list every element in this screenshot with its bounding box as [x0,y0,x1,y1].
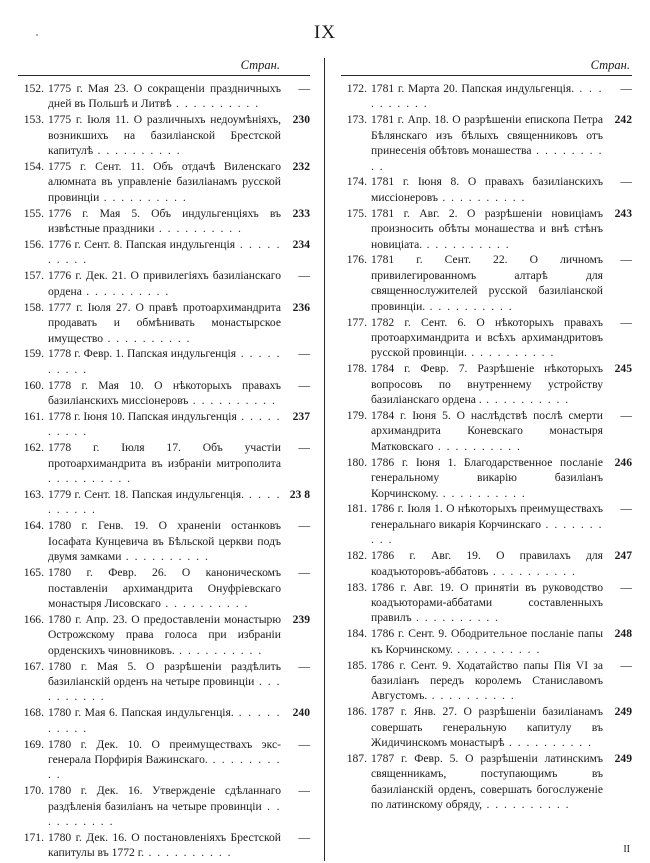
entry-number: 167. [23,659,44,673]
index-entry [18,659,310,705]
index-entry [18,737,310,783]
entry-title: 1786 г. Авг. 19. О принятіи въ руководство коадъюторами-аббатами составленныхъ правилъ . . . . . . . . . . [371,580,603,625]
index-entry [341,81,632,112]
entry-number: 174. [346,175,367,189]
entry-number: 157. [23,269,44,283]
entry-page-number: — [620,658,632,672]
entry-title: 1786 г. Сент. 9. Ходатайство папы Пія VI за базиліанъ передъ королемъ Станиславомъ Августомъ. . . . . . . . . . . [371,658,603,703]
index-entry [18,206,310,237]
entry-number: 176. [346,253,367,267]
entry-number: 172. [346,82,367,95]
entry-number: 152. [23,82,44,95]
entry-page-number: — [620,502,632,516]
index-entry [18,81,310,112]
entry-title: 1786 г. Іюля 1. О нѣкоторыхъ преимуществахъ генеральнаго викарія Корчинскаго . . . . . . . . . . [371,502,603,547]
index-entry [18,565,310,611]
index-entry [18,487,310,518]
page-speck [36,34,38,36]
entry-title: 1781 г. Іюня 8. О правахъ базиліанскихъ миссіонеровъ . . . . . . . . . . [371,175,603,204]
index-column-left [18,58,325,861]
entry-page-number: — [298,784,310,798]
entry-number: 164. [23,519,44,533]
entry-number: 155. [23,206,44,220]
folio-number: IX [313,22,337,43]
entry-page-number: — [620,253,632,267]
signature-mark: II [623,844,630,855]
index-entry [341,206,632,252]
entry-title: 1786 г. Іюня 1. Благодарственное посланіе генеральному викарію базиліанъ Корчинскому. . . . . . . . . . . [371,455,603,500]
entry-title: 1781 г. Авг. 2. О разрѣшеніи новиціамъ произносить обѣты монашества и внѣ стѣнъ новиціата. . . . . . . . . . . [371,206,603,251]
index-entry [18,612,310,658]
entry-title: 1784 г. Февр. 7. Разрѣшеніе нѣкоторыхъ вопросовъ по внутреннему устройству базиліанскаго ордена . . . . . . . . . . . [371,362,603,407]
entry-page-number: 243 [614,206,632,220]
index-entry [341,626,632,657]
entry-page-number: — [620,315,632,329]
index-entry [341,548,632,579]
entry-page-number: — [298,737,310,751]
entry-title: 1780 г. Дек. 10. О преимуществахъ экс-генерала Порфирія Важинскаго. . . . . . . . . . . [48,737,282,782]
index-entry [341,315,632,361]
entry-title: 1780 г. Мая 5. О разрѣшеніи раздѣлить базиліанскiй орденъ на четыре провинціи . . . . . . . . . . [48,659,282,704]
entry-title: 1776 г. Сент. 8. Папская индульгенція . . . . . . . . . . [48,238,282,267]
index-entry [18,159,310,205]
entry-page-number: 237 [292,410,310,424]
entry-list-right [341,81,632,813]
entry-page-number: 245 [614,362,632,376]
entry-title: 1775 г. Мая 23. О сокращеніи праздничныхъ дней въ Польшѣ и Литвѣ . . . . . . . . . . [48,82,281,111]
entry-number: 153. [23,113,44,127]
index-entry [341,501,632,547]
entry-number: 186. [346,705,367,719]
entry-page-number: 246 [614,455,632,469]
index-entry [18,409,310,440]
entry-page-number: 247 [614,549,632,563]
entry-page-number: 23 8 [289,488,310,502]
entry-number: 160. [23,378,44,392]
entry-title: 1784 г. Іюня 5. О наслѣдствѣ послѣ смерти архимандрита Коневскаго монастыря Матковскаго . . . . . . . . . . [371,409,603,453]
entry-number: 168. [23,706,44,720]
index-entry [341,252,632,314]
index-entry [341,658,632,704]
entry-number: 166. [23,612,44,626]
entry-number: 184. [346,627,367,641]
index-entry [18,440,310,486]
entry-title: 1780 г. Февр. 26. О каноническомъ поставленіи архимандрита Онуфріевскаго монастыря Лисовскаго . . . . . . . . . . [48,566,281,610]
entry-title: 1775 г. Сент. 11. Объ отдачѣ Виленскаго алюмната въ управленіе базиліанамъ русской провинціи . . . . . . . . . . [48,160,281,204]
entry-title: 1780 г. Генв. 19. О храненіи останковъ Іосафата Кунцевича въ Бѣльской церкви подъ двумя замками . . . . . . . . . . [48,519,281,564]
entry-page-number: — [298,347,310,361]
index-entry [18,268,310,299]
index-entry [18,783,310,829]
entry-title: 1778 г. Іюня 10. Папская индульгенція . . . . . . . . . . [48,410,282,439]
entry-page-number: 232 [292,160,310,174]
entry-page-number: 234 [292,238,310,252]
entry-number: 170. [23,784,44,798]
entry-number: 180. [346,455,367,469]
entry-number: 163. [23,488,44,502]
entry-title: 1786 г. Сент. 9. Ободрительное посланіе папы къ Корчинскому. . . . . . . . . . . [371,627,603,656]
entry-page-number: 249 [614,751,632,765]
entry-title: 1782 г. Сент. 6. О нѣкоторыхъ правахъ протоархимандрита и всѣхъ архимандритовъ русской провинціи. . . . . . . . . . . [371,315,603,360]
entry-number: 171. [23,831,44,844]
entry-title: 1781 г. Сент. 22. О личномъ привилегированномъ алтарѣ для священнослужителей русской базиліанской провинціи. . . . . . . . . . . [371,253,603,313]
entry-number: 161. [23,410,44,424]
entry-page-number: 240 [292,706,310,720]
index-entry [341,361,632,407]
index-entry [18,518,310,564]
index-entry [341,455,632,501]
entry-title: 1780 г. Апр. 23. О предоставленіи монастырю Острожскому права голоса при избраніи орденскихъ чиновниковъ. . . . . . . . . . . [48,612,281,657]
entry-title: 1778 г. Іюля 17. Объ участіи протоархимандрита въ избраніи митрополита . . . . . . . . . . [48,441,281,486]
entry-number: 154. [23,160,44,174]
entry-number: 181. [346,502,367,516]
entry-page-number: 230 [292,113,310,127]
entry-number: 178. [346,362,367,376]
index-entry [18,830,310,861]
entry-title: 1787 г. Янв. 27. О разрѣшеніи базиліанамъ совершать генеральную капитулу въ Жидичинскомъ монастырѣ . . . . . . . . . . [371,705,603,750]
entry-page-number: 248 [614,627,632,641]
entry-page-number: — [298,566,310,580]
entry-page-number: 239 [292,612,310,626]
entry-title: 1786 г. Авг. 19. О правилахъ для коадъюторовъ-аббатовъ . . . . . . . . . . [371,549,603,578]
entry-title: 1776 г. Дек. 21. О привилегіяхъ базиліанскаго ордена . . . . . . . . . . [48,269,281,298]
entry-page-number: 236 [292,300,310,314]
entry-page-number: — [620,409,632,423]
entry-number: 177. [346,315,367,329]
index-entry [18,237,310,268]
entry-list-left [18,81,310,861]
entry-page-number: — [298,519,310,533]
entry-title: 1780 г. Дек. 16. Утвержденіе сдѣланнаго раздѣленія базиліанъ на четыре провинціи . . . . . . . . . . [48,784,281,829]
entry-page-number: 249 [614,705,632,719]
entry-title: 1776 г. Мая 5. Объ индульгенціяхъ въ извѣстные праздники . . . . . . . . . . [48,206,281,236]
entry-number: 169. [23,737,44,751]
entry-page-number: 233 [292,206,310,220]
entry-page-number: — [298,378,310,392]
entry-number: 187. [346,751,367,765]
entry-title: 1775 г. Іюля 11. О различныхъ недоумѣніяхъ, возникшихъ на базиліанской Брестской капитулѣ . . . . . . . . . . [48,113,281,158]
index-entry [341,751,632,813]
entry-title: 1787 г. Февр. 5. О разрѣшеніи латинскимъ священникамъ, поступающимъ въ базиліанскій орденъ, совершать богослуженіе по латинскому обряду, . . . . . . . . . . [371,751,603,812]
entry-title: 1778 г. Мая 10. О нѣкоторыхъ правахъ базиліанскихъ миссіонеровъ . . . . . . . . . . [48,378,281,408]
entry-number: 159. [23,347,44,361]
entry-number: 158. [23,300,44,314]
entry-page-number: — [298,831,310,844]
entry-number: 185. [346,658,367,672]
entry-page-number: — [298,269,310,283]
entry-number: 173. [346,113,367,127]
entry-page-number: — [620,175,632,189]
entry-title: 1777 г. Іюля 27. О правѣ протоархимандрита продавать и обмѣнивать монастырское имущество . . . . . . . . . . [48,300,281,345]
entry-number: 182. [346,549,367,563]
entry-title: 1778 г. Февр. 1. Папская индульгенція . . . . . . . . . . [48,347,282,376]
index-entry [341,704,632,750]
entry-number: 165. [23,566,44,580]
entry-title: 1781 г. Марта 20. Папская индульгенція. . . . . . . . . . . [371,82,603,111]
entry-title: 1780 г. Дек. 16. О постановленіяхъ Брестской капитулы въ 1772 г. . . . . . . . . . . [48,831,281,860]
entry-page-number: — [620,82,632,95]
entry-number: 179. [346,409,367,423]
entry-title: 1780 г. Мая 6. Папская индульгенція. . . . . . . . . . . [48,706,282,735]
index-column-right [325,58,632,861]
entry-number: 183. [346,580,367,594]
column-header-right: Стран. [590,58,630,72]
entry-title: 1779 г. Сент. 18. Папская индульгенція. . . . . . . . . . . [48,488,282,517]
column-rule-right [341,75,632,76]
index-entry [341,112,632,174]
entry-number: 156. [23,238,44,252]
column-rule-left [18,75,310,76]
index-entry [341,174,632,205]
index-entry [18,300,310,346]
entry-page-number: — [620,580,632,594]
index-columns [0,58,650,861]
index-entry [18,378,310,409]
entry-page-number: — [298,82,310,95]
index-entry [341,408,632,454]
entry-number: 175. [346,206,367,220]
entry-page-number: — [298,441,310,455]
entry-title: 1781 г. Апр. 18. О разрѣшеніи епископа Петра Бѣлянскаго изъ бѣлыхъ священниковъ отъ принесенія обѣтовъ монашества . . . . . . . . . . [371,113,604,173]
column-header-left: Стран. [240,58,280,72]
index-entry [18,112,310,158]
index-entry [18,346,310,377]
entry-page-number: — [298,659,310,673]
entry-page-number: 242 [614,113,632,127]
index-entry [18,705,310,736]
index-entry [341,580,632,626]
entry-number: 162. [23,441,44,455]
